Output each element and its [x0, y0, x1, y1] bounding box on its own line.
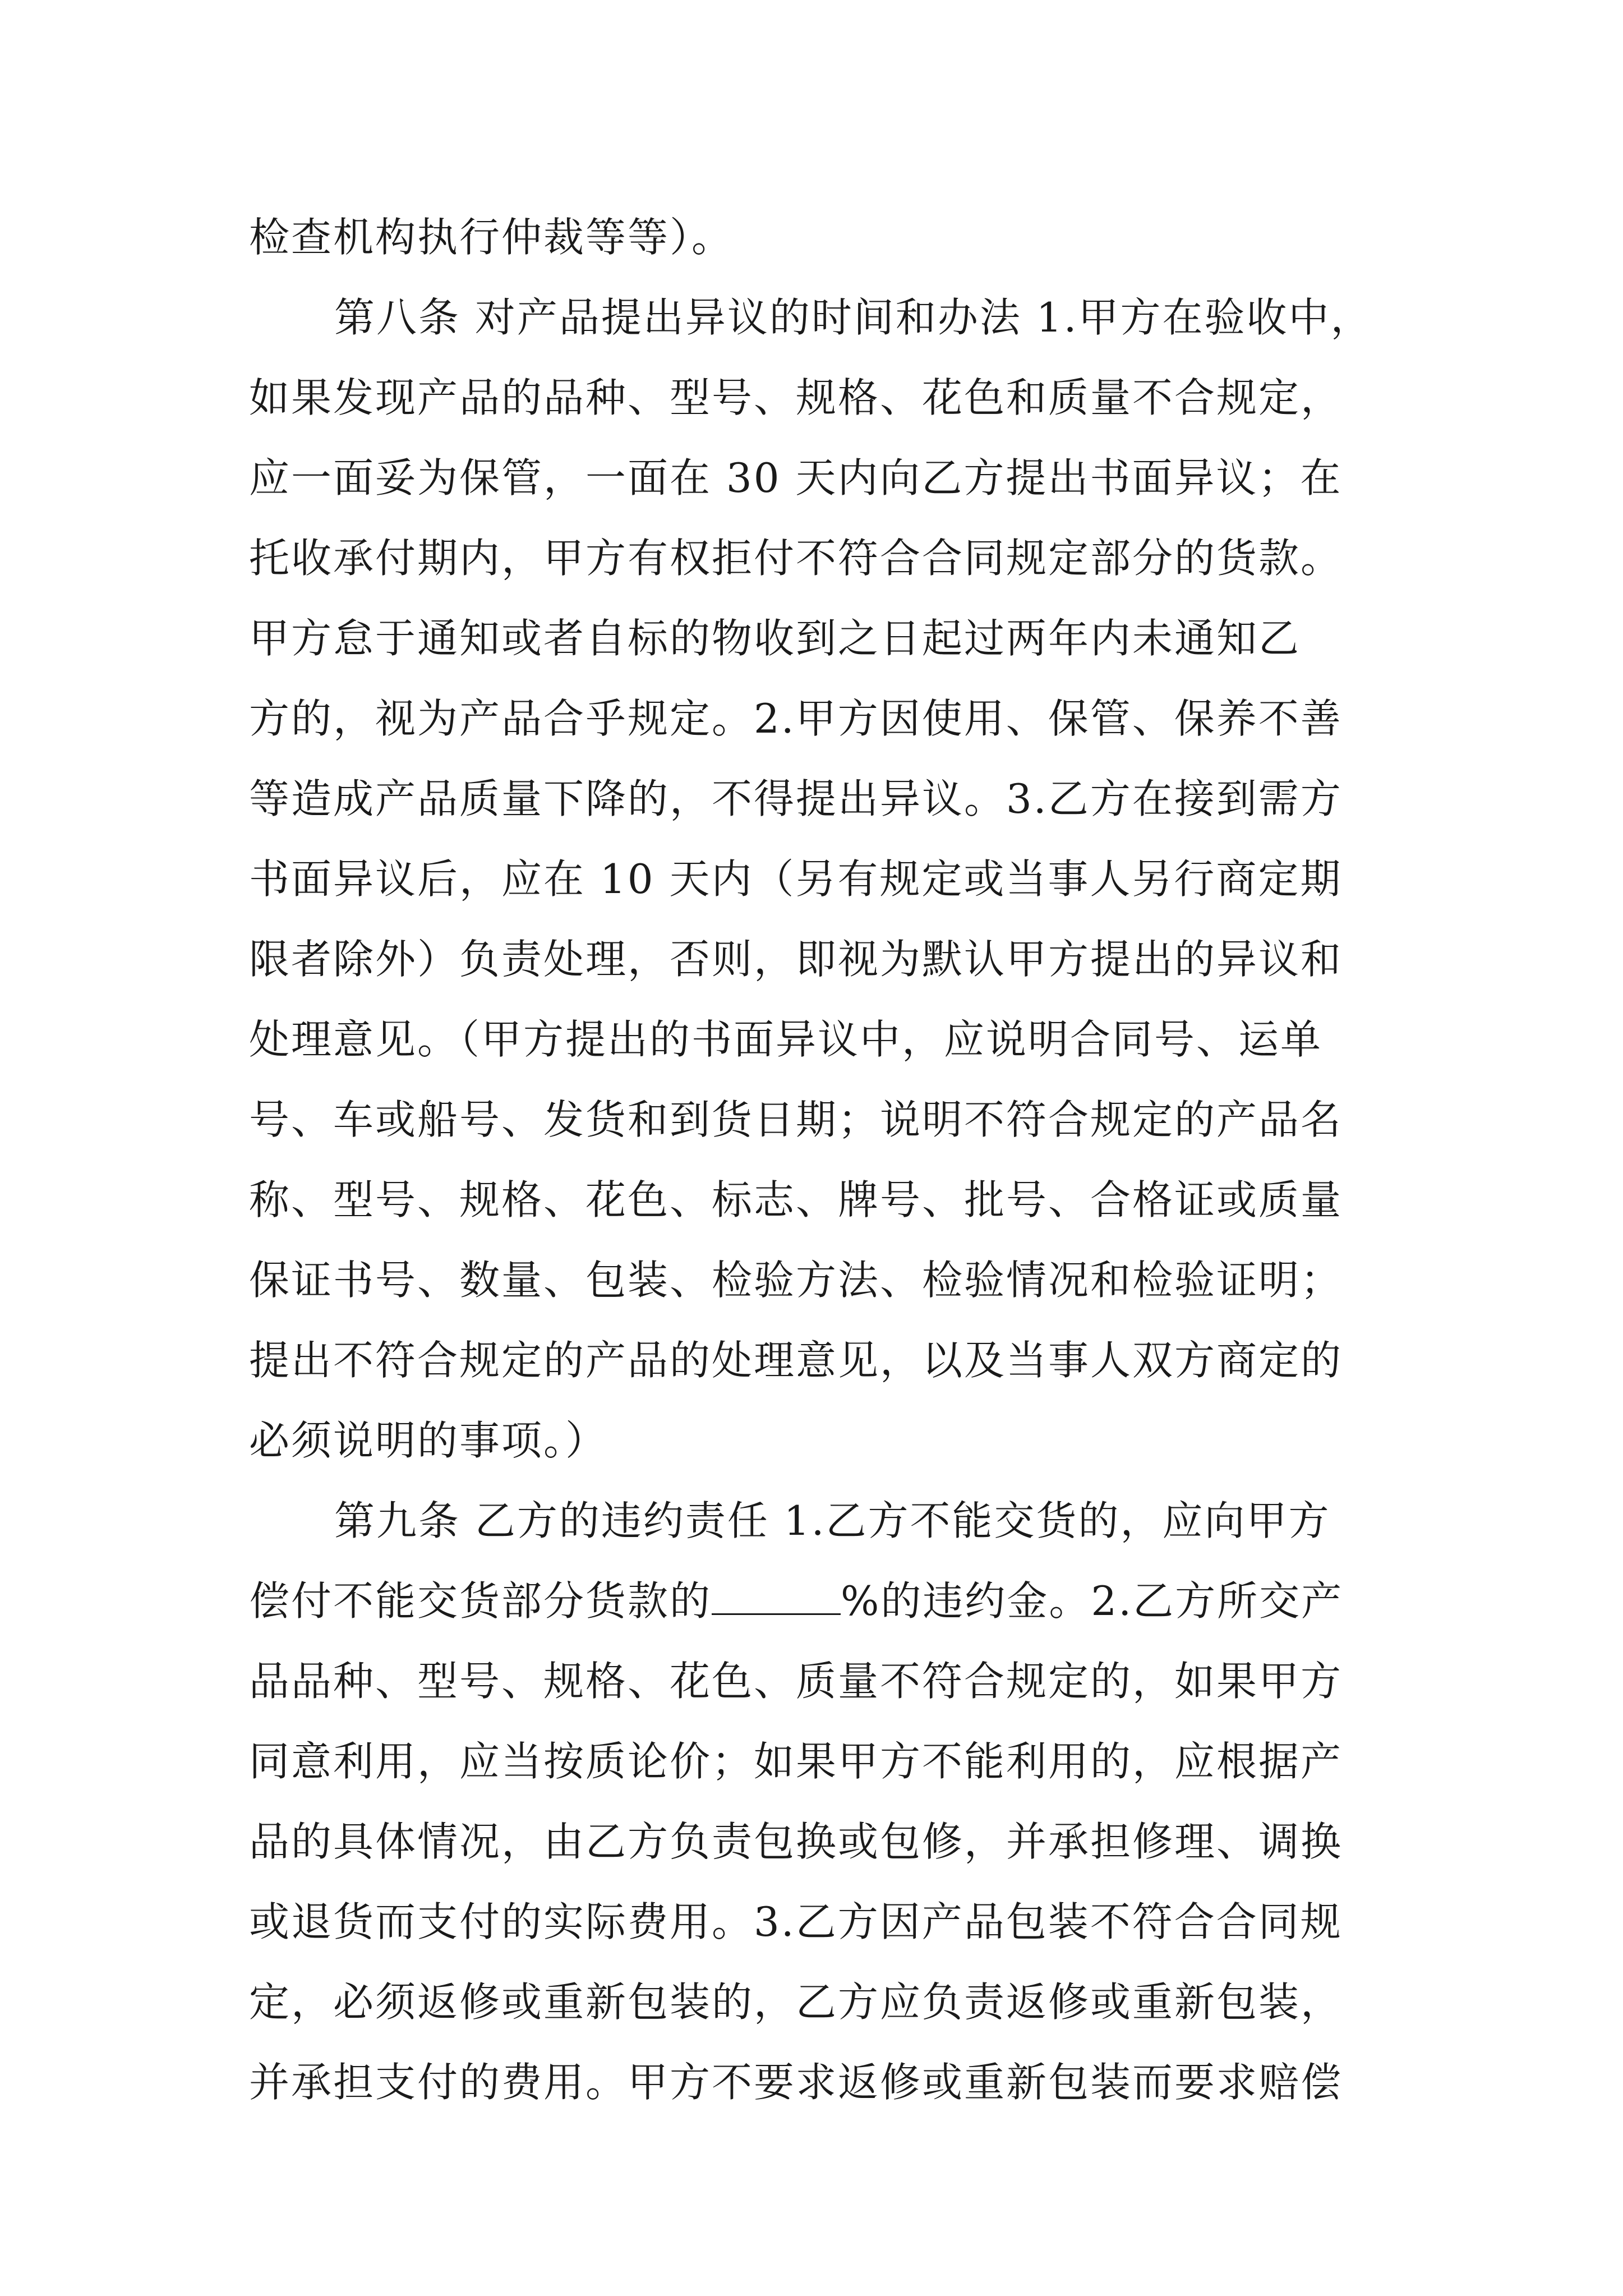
text-line: 检查机构执行仲裁等等）。 — [249, 214, 734, 261]
article-8-heading-line: 第八条 对产品提出异议的时间和办法 1.甲方在验收中， — [334, 294, 1373, 341]
text-line: 应一面妥为保管，一面在 30 天内向乙方提出书面异议；在 — [249, 454, 1343, 501]
text-line: 提出不符合规定的产品的处理意见，以及当事人双方商定的 — [249, 1337, 1343, 1384]
text-line: 或退货而支付的实际费用。3.乙方因产品包装不符合合同规 — [249, 1898, 1343, 1945]
text-line: 处理意见。（甲方提出的书面异议中，应说明合同号、运单 — [249, 1016, 1323, 1063]
text-line: 托收承付期内，甲方有权拒付不符合合同规定部分的货款。 — [249, 535, 1343, 582]
document-body — [249, 197, 1393, 2123]
text-line: 方的，视为产品合乎规定。2.甲方因使用、保管、保养不善 — [249, 695, 1343, 742]
text-before-blank: 偿付不能交货部分货款的 — [249, 1577, 712, 1625]
text-line: 号、车或船号、发货和到货日期；说明不符合规定的产品名 — [249, 1096, 1343, 1143]
percentage-blank — [712, 1580, 841, 1615]
text-line: 如果发现产品的品种、型号、规格、花色和质量不合规定， — [249, 374, 1343, 421]
text-line: 保证书号、数量、包装、检验方法、检验情况和检验证明； — [249, 1257, 1343, 1304]
text-line-with-blank — [249, 1561, 1393, 1641]
text-after-blank: %的违约金。2.乙方所交产 — [841, 1577, 1344, 1625]
text-line: 必须说明的事项。） — [249, 1417, 608, 1464]
text-line: 称、型号、规格、花色、标志、牌号、批号、合格证或质量 — [249, 1176, 1343, 1223]
text-line: 等造成产品质量下降的，不得提出异议。3.乙方在接到需方 — [249, 775, 1343, 822]
text-line: 甲方怠于通知或者自标的物收到之日起过两年内未通知乙 — [249, 615, 1301, 662]
text-line: 定，必须返修或重新包装的，乙方应负责返修或重新包装， — [249, 1978, 1343, 2026]
text-line: 品品种、型号、规格、花色、质量不符合规定的，如果甲方 — [249, 1658, 1343, 1705]
text-line: 并承担支付的费用。甲方不要求返修或重新包装而要求赔偿 — [249, 2059, 1343, 2106]
text-line: 书面异议后，应在 10 天内（另有规定或当事人另行商定期 — [249, 855, 1343, 903]
text-line: 限者除外）负责处理，否则，即视为默认甲方提出的异议和 — [249, 936, 1343, 983]
article-9-heading-line: 第九条 乙方的违约责任 1.乙方不能交货的，应向甲方 — [334, 1497, 1331, 1544]
text-line: 同意利用，应当按质论价；如果甲方不能利用的，应根据产 — [249, 1738, 1343, 1785]
text-line: 品的具体情况，由乙方负责包换或包修，并承担修理、调换 — [249, 1818, 1343, 1865]
